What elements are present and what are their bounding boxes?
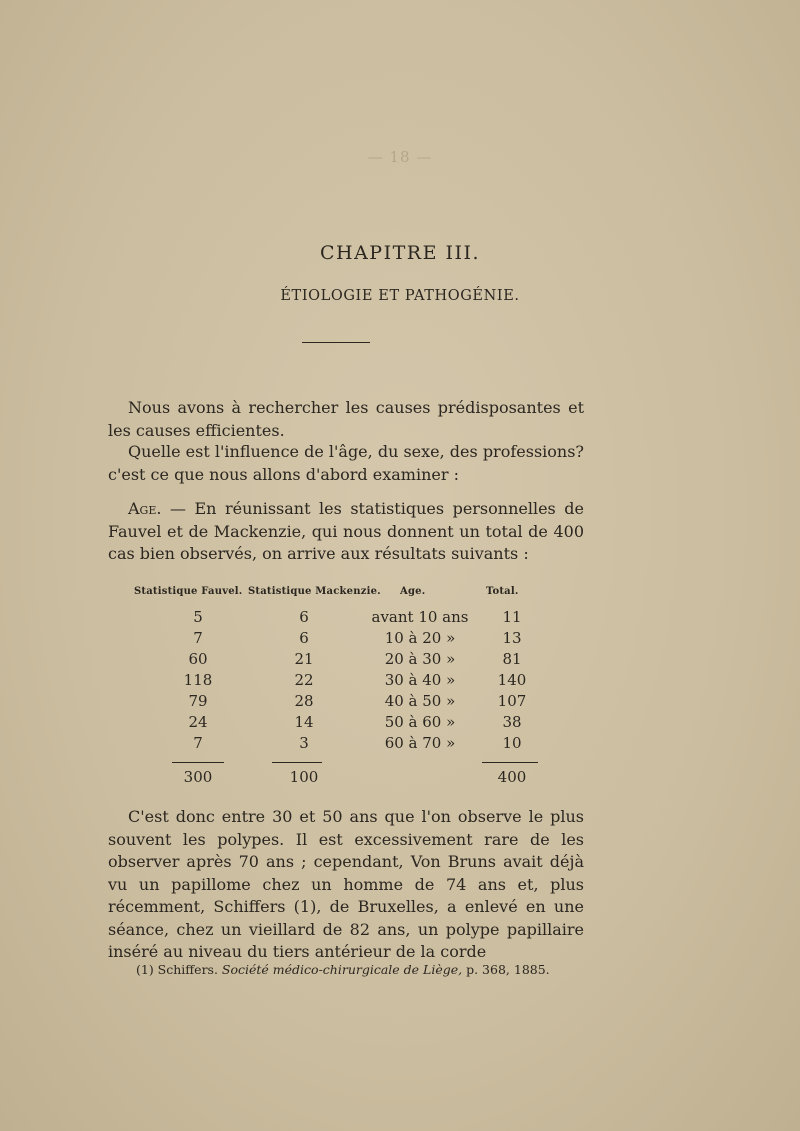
cell-mackenzie: 28 (294, 692, 314, 710)
sum-rule-total (482, 762, 538, 763)
cell-mackenzie: 3 (299, 734, 309, 752)
cell-total: 10 (502, 734, 522, 752)
header-fauvel: Statistique Fauvel. (134, 586, 243, 597)
table-row (108, 608, 584, 629)
age-label: Age. (128, 499, 162, 518)
cell-age: 40 à 50 » (384, 692, 456, 710)
cell-total: 140 (497, 671, 527, 689)
cell-total: 81 (502, 650, 522, 668)
statistics-table (108, 586, 584, 755)
cell-age: avant 10 ans (371, 608, 469, 626)
cell-mackenzie: 14 (294, 713, 314, 731)
cell-fauvel: 5 (193, 608, 203, 626)
cell-age: 10 à 20 » (384, 629, 456, 647)
paragraph-influence: Quelle est l'influence de l'âge, du sexe, des professions? c'est ce que nous allons d'abord examiner : (108, 442, 584, 484)
footnote-source: Société médico-chirurgicale de Liège, (221, 962, 463, 977)
footnote-marker: (1) Schiffers. (136, 962, 218, 977)
table-totals-row (108, 768, 584, 790)
table-header (108, 586, 584, 608)
table-row (108, 734, 584, 755)
paragraph-age (108, 498, 584, 566)
table-row (108, 650, 584, 671)
table-row (108, 671, 584, 692)
header-total: Total. (486, 586, 519, 597)
header-mackenzie: Statistique Mackenzie. (248, 586, 381, 597)
cell-fauvel: 60 (188, 650, 208, 668)
footnote (136, 962, 596, 977)
cell-mackenzie: 6 (299, 629, 309, 647)
paragraph-causes: Nous avons à rechercher les causes prédisposantes et les causes efficientes. (108, 398, 584, 440)
cell-total: 38 (502, 713, 522, 731)
cell-mackenzie: 22 (294, 671, 314, 689)
cell-mackenzie: 21 (294, 650, 314, 668)
cell-age: 60 à 70 » (384, 734, 456, 752)
total-fauvel: 300 (183, 768, 213, 786)
table-row (108, 629, 584, 650)
cell-mackenzie: 6 (299, 608, 309, 626)
cell-fauvel: 79 (188, 692, 208, 710)
table-row (108, 713, 584, 734)
page-number: — 18 — (367, 148, 433, 166)
cell-fauvel: 24 (188, 713, 208, 731)
chapter-heading: CHAPITRE III. (319, 242, 481, 264)
cell-fauvel: 7 (193, 629, 203, 647)
header-age: Age. (400, 586, 426, 597)
cell-age: 30 à 40 » (384, 671, 456, 689)
cell-fauvel: 7 (193, 734, 203, 752)
cell-total: 11 (502, 608, 522, 626)
age-text: — En réunissant les statistiques personnelles de Fauvel et de Mackenzie, qui nous donnent un total de 400 cas bien observés, on arrive aux résultats suivants : (108, 499, 584, 563)
cell-fauvel: 118 (183, 671, 213, 689)
sum-rule-mackenzie (272, 762, 322, 763)
total-overall: 400 (497, 768, 527, 786)
heading-rule (302, 342, 370, 343)
total-mackenzie: 100 (289, 768, 319, 786)
cell-total: 107 (497, 692, 527, 710)
paragraph-conclusion: C'est donc entre 30 et 50 ans que l'on observe le plus souvent les polypes. Il est excessivement rare de les observer après 70 ans ; cependant, Von Bruns avait déjà vu un papillome chez un homme de 74 ans et, plus récemment, Schiffers (1), de Bruxelles, a enlevé en une séance, chez un vieillard de 82 ans, un polype papillaire inséré au niveau du tiers antérieur de la corde (108, 807, 584, 961)
sum-rule-fauvel (172, 762, 224, 763)
chapter-subtitle: ÉTIOLOGIE ET PATHOGÉNIE. (280, 288, 520, 304)
table-row (108, 692, 584, 713)
cell-age: 50 à 60 » (384, 713, 456, 731)
cell-total: 13 (502, 629, 522, 647)
cell-age: 20 à 30 » (384, 650, 456, 668)
footnote-ref: p. 368, 1885. (466, 962, 550, 977)
